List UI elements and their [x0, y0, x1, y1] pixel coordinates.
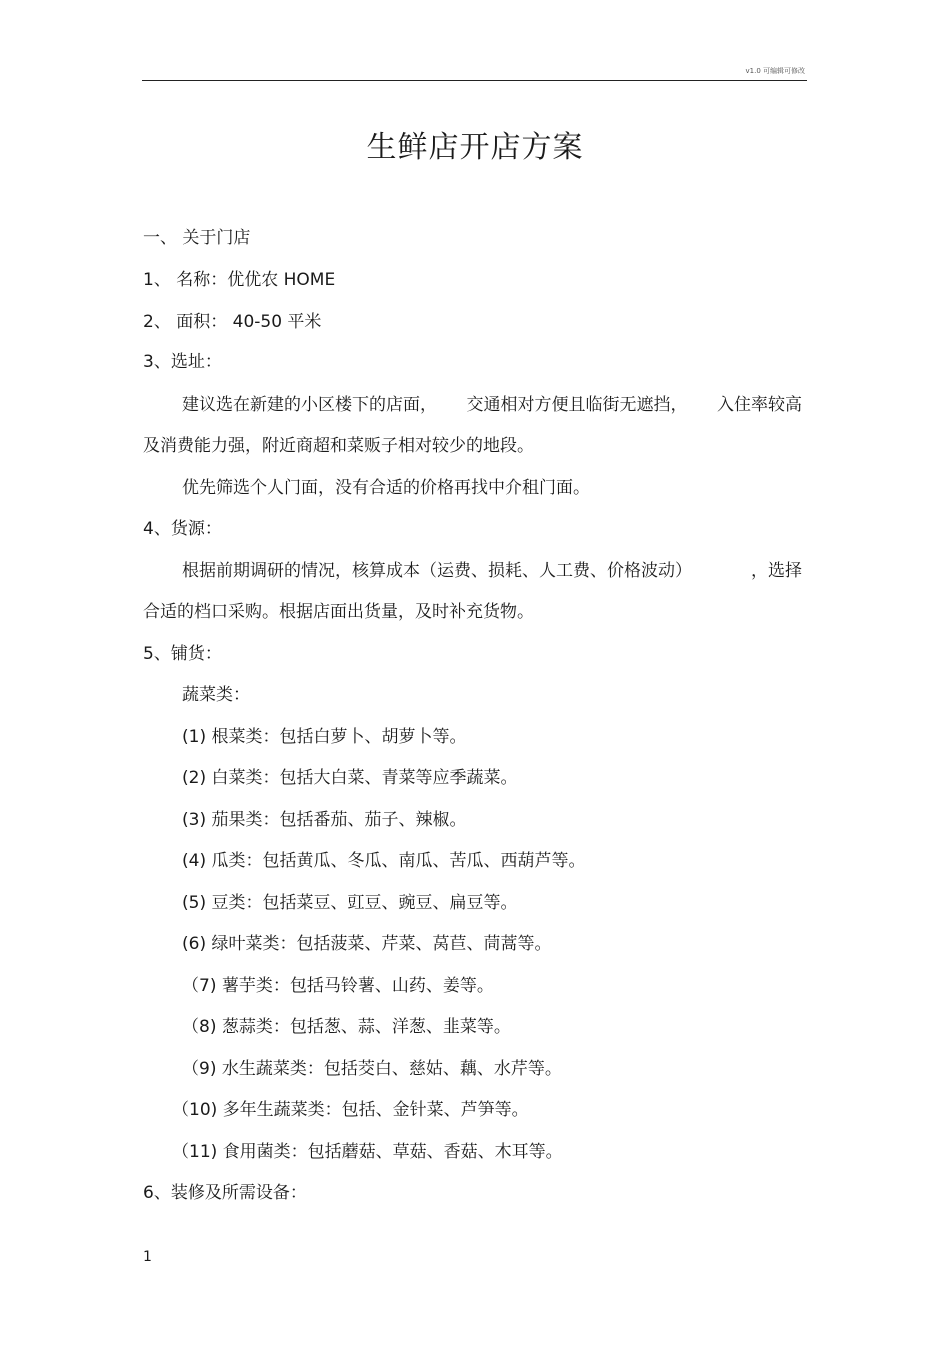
section-heading: 一、 关于门店: [143, 228, 251, 248]
item-stocking: 5、铺货：: [143, 644, 222, 664]
location-paragraph-2: 优先筛选个人门面，没有合适的价格再找中介租门面。: [182, 478, 590, 498]
vegetable-heading: 蔬菜类：: [182, 685, 250, 705]
vegetable-list-item: (3) 茄果类：包括番茄、茄子、辣椒。: [182, 810, 467, 830]
text-fragment: 根据前期调研的情况，核算成本（运费、损耗、人工费、价格波动）: [182, 561, 692, 581]
supply-paragraph-line2: 合适的档口采购。根据店面出货量，及时补充货物。: [143, 602, 534, 622]
item-location: 3、选址：: [143, 352, 222, 372]
vegetable-list-item: (2) 白菜类：包括大白菜、青菜等应季蔬菜。: [182, 768, 518, 788]
vegetable-list-item: (4) 瓜类：包括黄瓜、冬瓜、南瓜、苦瓜、西葫芦等。: [182, 851, 586, 871]
header-version-note: v1.0 可编辑可修改: [745, 67, 805, 75]
vegetable-list-item: （11) 食用菌类：包括蘑菇、草菇、香菇、木耳等。: [172, 1142, 563, 1162]
page-number: 1: [143, 1249, 152, 1265]
text-fragment: ，选择: [751, 561, 802, 581]
vegetable-list-item: (6) 绿叶菜类：包括菠菜、芹菜、莴苣、茼蒿等。: [182, 934, 552, 954]
vegetable-list-item: (5) 豆类：包括菜豆、豇豆、豌豆、扁豆等。: [182, 893, 518, 913]
vegetable-list-item: （8) 葱蒜类：包括葱、蒜、洋葱、韭菜等。: [182, 1017, 511, 1037]
text-fragment: 交通相对方便且临街无遮挡，: [466, 395, 688, 415]
text-fragment: 建议选在新建的小区楼下的店面，: [182, 395, 437, 415]
item-supply: 4、货源：: [143, 519, 222, 539]
location-paragraph-line2: 及消费能力强，附近商超和菜贩子相对较少的地段。: [143, 436, 534, 456]
item-name: 1、 名称：优优农 HOME: [143, 270, 336, 290]
page-title: 生鲜店开店方案: [366, 130, 584, 165]
item-area: 2、 面积： 40-50 平米: [143, 312, 322, 332]
page-header: [142, 62, 807, 81]
item-decoration-equipment: 6、装修及所需设备：: [143, 1183, 307, 1203]
location-paragraph-line1: [182, 393, 802, 417]
vegetable-list-item: （10) 多年生蔬菜类：包括、金针菜、芦笋等。: [172, 1100, 529, 1120]
supply-paragraph-line1: [182, 559, 802, 583]
text-fragment: 入住率较高: [717, 395, 802, 415]
vegetable-list-item: (1) 根菜类：包括白萝卜、胡萝卜等。: [182, 727, 467, 747]
vegetable-list-item: （7) 薯芋类：包括马铃薯、山药、姜等。: [182, 976, 494, 996]
vegetable-list-item: （9) 水生蔬菜类：包括茭白、慈姑、藕、水芹等。: [182, 1059, 562, 1079]
